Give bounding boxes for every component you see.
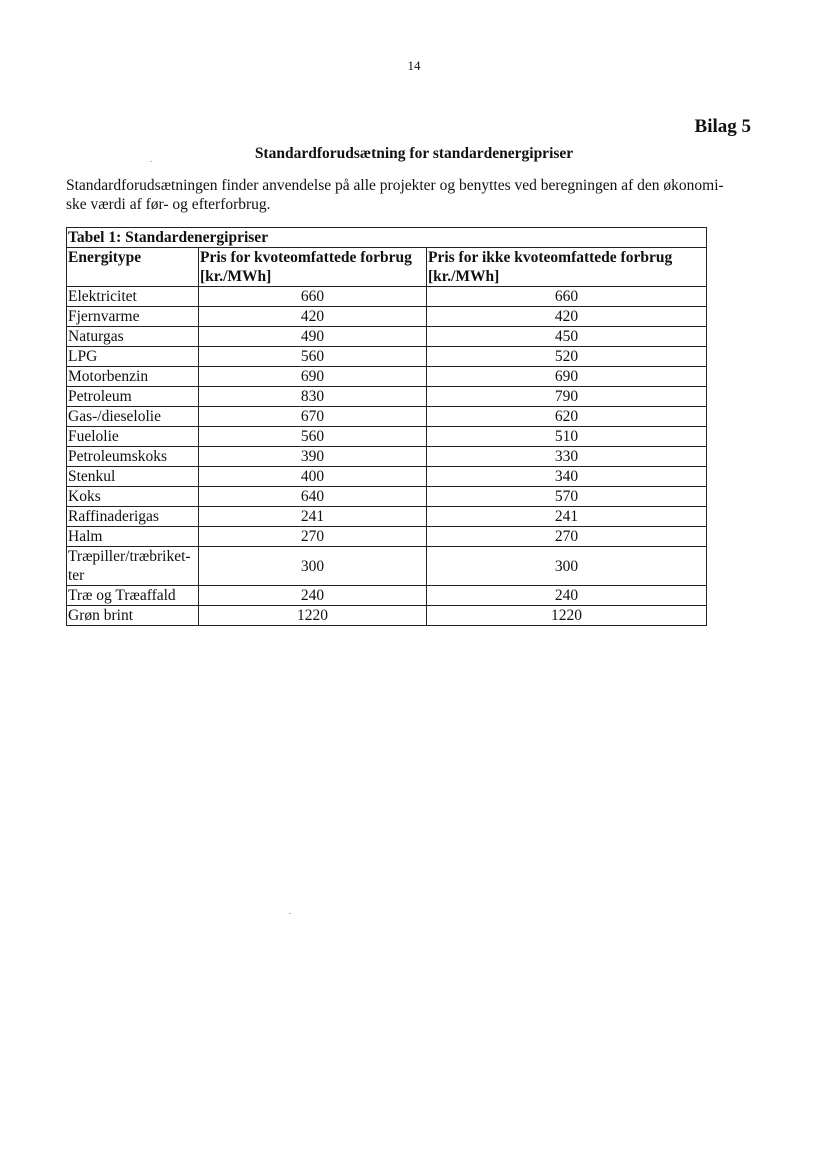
table-row xyxy=(67,307,707,327)
table-row xyxy=(67,367,707,387)
energy-type-cell: Koks xyxy=(67,487,199,507)
energy-type-cell: Petroleumskoks xyxy=(67,447,199,467)
header-ikke-kvote-line1: Pris for ikke kvoteomfattede forbrug xyxy=(428,249,673,266)
ikke-kvote-price-cell: 270 xyxy=(427,527,707,547)
ikke-kvote-price-cell: 450 xyxy=(427,327,707,347)
document-title: Standardforudsætning for standardenergipriser xyxy=(254,145,574,162)
kvote-price-cell: 1220 xyxy=(199,606,427,626)
kvote-price-cell: 560 xyxy=(199,427,427,447)
ikke-kvote-price-cell: 570 xyxy=(427,487,707,507)
header-kvote-line1: Pris for kvoteomfattede forbrug xyxy=(200,249,412,266)
table-row xyxy=(67,586,707,606)
table-row xyxy=(67,606,707,626)
intro-line: ske værdi af før- og efterforbrug. xyxy=(66,196,271,213)
kvote-price-cell: 390 xyxy=(199,447,427,467)
ikke-kvote-price-cell: 510 xyxy=(427,427,707,447)
table-header-row xyxy=(67,248,707,287)
ikke-kvote-price-cell: 790 xyxy=(427,387,707,407)
header-kvote xyxy=(199,248,427,287)
energy-type-cell: Fuelolie xyxy=(67,427,199,447)
ikke-kvote-price-cell: 660 xyxy=(427,287,707,307)
kvote-price-cell: 690 xyxy=(199,367,427,387)
scan-speck xyxy=(150,161,152,162)
ikke-kvote-price-cell: 300 xyxy=(427,547,707,586)
energy-type-line2: ter xyxy=(68,567,85,584)
energy-type-cell: LPG xyxy=(67,347,199,367)
kvote-price-cell: 660 xyxy=(199,287,427,307)
ikke-kvote-price-cell: 620 xyxy=(427,407,707,427)
energy-type-cell xyxy=(67,547,199,586)
table-row xyxy=(67,447,707,467)
page-number: 14 xyxy=(407,58,421,73)
kvote-price-cell: 400 xyxy=(199,467,427,487)
kvote-price-cell: 670 xyxy=(199,407,427,427)
kvote-price-cell: 490 xyxy=(199,327,427,347)
table-row xyxy=(67,427,707,447)
ikke-kvote-price-cell: 240 xyxy=(427,586,707,606)
energy-type-cell: Gas-/dieselolie xyxy=(67,407,199,427)
kvote-price-cell: 241 xyxy=(199,507,427,527)
appendix-label: Bilag 5 xyxy=(694,116,751,137)
table-row xyxy=(67,487,707,507)
header-energitype: Energitype xyxy=(67,248,199,287)
table-row xyxy=(67,527,707,547)
energy-type-cell: Stenkul xyxy=(67,467,199,487)
ikke-kvote-price-cell: 520 xyxy=(427,347,707,367)
intro-paragraph xyxy=(66,176,756,214)
kvote-price-cell: 420 xyxy=(199,307,427,327)
kvote-price-cell: 300 xyxy=(199,547,427,586)
ikke-kvote-price-cell: 690 xyxy=(427,367,707,387)
table-row xyxy=(67,507,707,527)
kvote-price-cell: 640 xyxy=(199,487,427,507)
ikke-kvote-price-cell: 340 xyxy=(427,467,707,487)
energy-type-cell: Raffinaderigas xyxy=(67,507,199,527)
header-ikke-kvote-line2: [kr./MWh] xyxy=(428,268,500,285)
table-row xyxy=(67,547,707,586)
header-kvote-line2: [kr./MWh] xyxy=(200,268,272,285)
energy-type-cell: Træ og Træaffald xyxy=(67,586,199,606)
ikke-kvote-price-cell: 241 xyxy=(427,507,707,527)
energy-price-table xyxy=(66,227,707,626)
header-ikke-kvote xyxy=(427,248,707,287)
scan-speck xyxy=(289,913,291,914)
table-row xyxy=(67,327,707,347)
energy-type-cell: Grøn brint xyxy=(67,606,199,626)
kvote-price-cell: 270 xyxy=(199,527,427,547)
table-row xyxy=(67,467,707,487)
energy-type-cell: Naturgas xyxy=(67,327,199,347)
table-row xyxy=(67,287,707,307)
ikke-kvote-price-cell: 1220 xyxy=(427,606,707,626)
energy-type-line1: Træpiller/træbriket- xyxy=(68,548,191,565)
energy-type-cell: Petroleum xyxy=(67,387,199,407)
table-row xyxy=(67,387,707,407)
ikke-kvote-price-cell: 420 xyxy=(427,307,707,327)
energy-type-cell: Halm xyxy=(67,527,199,547)
table-caption-row xyxy=(67,228,707,248)
table-row xyxy=(67,347,707,367)
table-caption: Tabel 1: Standardenergipriser xyxy=(67,228,707,248)
ikke-kvote-price-cell: 330 xyxy=(427,447,707,467)
intro-line: Standardforudsætningen finder anvendelse på alle projekter og benyttes ved beregningen af den økonomi- xyxy=(66,177,724,194)
kvote-price-cell: 560 xyxy=(199,347,427,367)
kvote-price-cell: 830 xyxy=(199,387,427,407)
kvote-price-cell: 240 xyxy=(199,586,427,606)
energy-type-cell: Fjernvarme xyxy=(67,307,199,327)
energy-type-cell: Elektricitet xyxy=(67,287,199,307)
table-row xyxy=(67,407,707,427)
energy-type-cell: Motorbenzin xyxy=(67,367,199,387)
